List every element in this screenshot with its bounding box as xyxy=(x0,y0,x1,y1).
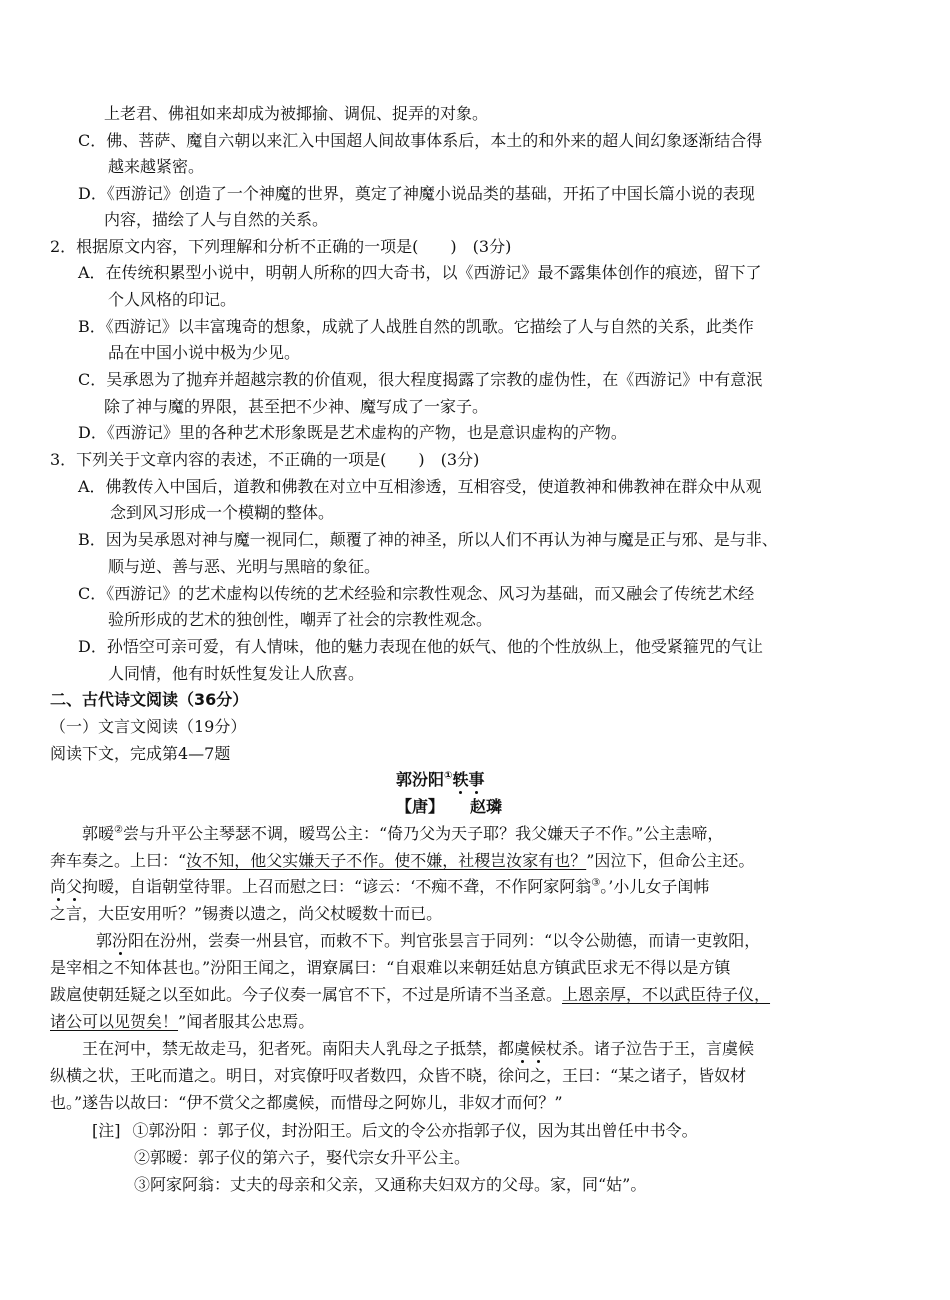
footnote-mark-1: ① xyxy=(444,770,453,782)
passage-p1-line2 xyxy=(50,850,754,872)
note-1 xyxy=(92,1120,698,1142)
footnote-mark-2: ② xyxy=(114,824,123,836)
text-segment: ”闻者服其公忠焉。 xyxy=(178,1012,315,1031)
q3-option-d-line1: D．孙悟空可亲可爱，有人情味，他的魅力表现在他的妖气、他的个性放纵上，他受紧箍咒的气让 xyxy=(78,637,763,656)
q2-option-a-line2: 个人风格的印记。 xyxy=(108,290,237,309)
subsection-heading: （一）文言文阅读（19分） xyxy=(50,717,247,736)
passage-p3-line1 xyxy=(82,1038,754,1060)
text-segment: 跋扈使朝廷疑之以至如此。今子仪奏一属官不下，不过是所请不当圣意。 xyxy=(50,985,563,1004)
q2-option-d-line1: D．《西游记》里的各种艺术形象既是艺术虚构的产物，也是意识虚构的产物。 xyxy=(78,423,627,442)
q3-stem: 3．下列关于文章内容的表述，不正确的一项是( ) (3分) xyxy=(50,450,480,469)
text-segment: 尝与升平公主琴瑟不调，暧骂公主：“倚乃父为天子耶？我父嫌天子不作。”公主恚啼， xyxy=(122,824,724,843)
author-name: 赵璘 xyxy=(470,797,503,816)
passage-title xyxy=(396,769,485,791)
q3-option-b-line2: 顺与逆、善与恶、光明与黑暗的象征。 xyxy=(108,557,381,576)
note-2: ②郭暧：郭子仪的第六子，娶代宗女升平公主。 xyxy=(134,1148,471,1167)
dotted-char-yu: 虞 xyxy=(514,1039,531,1058)
footnote-mark-3: ③ xyxy=(591,877,601,889)
text-segment: 杖杀。诸子泣告于王，言虞候 xyxy=(546,1039,755,1058)
passage-p3-line3: 也。”遂告以故曰：“伊不赏父之都虞候，而惜母之阿妳儿，非奴才而何？” xyxy=(50,1093,563,1112)
passage-title-part1: 郭汾阳 xyxy=(396,770,445,789)
underlined-sentence-2b: 诸公可以见贺矣！ xyxy=(50,1012,179,1031)
passage-p1-line4: 之言，大臣安用听？”锡赉以遗之，尚父杖暧数十而已。 xyxy=(50,904,443,923)
q2-option-b-line2: 品在中国小说中极为少见。 xyxy=(108,343,301,362)
text-segment: ”因泣下，但命公主还。 xyxy=(586,851,755,870)
passage-p2-line3 xyxy=(50,984,770,1006)
text-segment: 郭 xyxy=(96,931,113,950)
q3-option-c-line2: 验所形成的艺术的独创性，嘲弄了社会的宗教性观念。 xyxy=(108,610,493,629)
reading-instruction: 阅读下文，完成第4—7题 xyxy=(50,744,231,763)
q2-option-c-line2: 除了神与魔的界限，甚至把不少神、魔写成了一家子。 xyxy=(104,397,489,416)
author-dynasty: 【唐】 xyxy=(396,797,445,816)
q1-option-d-line1: D．《西游记》创造了一个神魔的世界，奠定了神魔小说品类的基础，开拓了中国长篇小说的表现 xyxy=(78,184,755,203)
text-segment: 郭暧 xyxy=(82,824,115,843)
passage-p2-line1 xyxy=(96,930,760,952)
q2-stem: 2．根据原文内容，下列理解和分析不正确的一项是( ) (3分) xyxy=(50,237,512,256)
text-segment: 拘暧，自诣朝堂待罪。上召而慰之曰：“谚云：‘不痴不聋，不作阿家阿翁 xyxy=(82,877,592,896)
q1-option-c-line2: 越来越紧密。 xyxy=(108,157,205,176)
passage-p1-line1 xyxy=(82,823,723,845)
dotted-char-fu: 父 xyxy=(66,877,83,896)
q1-option-c-line1: C．佛、菩萨、魔自六朝以来汇入中国超人间故事体系后，本土的和外来的超人间幻象逐渐结合得 xyxy=(78,131,763,150)
q3-option-d-line2: 人同情，他有时妖性复发让人欣喜。 xyxy=(108,664,365,683)
text-segment: 王在河中，禁无故走马，犯者死。南阳夫人乳母之子抵禁，都 xyxy=(82,1039,515,1058)
q2-option-c-line1: C．吴承恩为了抛弃并超越宗教的价值观，很大程度揭露了宗教的虚伪性，在《西游记》中有意泯 xyxy=(78,370,763,389)
q1-option-b-cont: 上老君、佛祖如来却成为被揶揄、调侃、捉弄的对象。 xyxy=(104,104,489,123)
q1-option-d-line2: 内容，描绘了人与自然的关系。 xyxy=(104,210,329,229)
passage-title-dotted-char-2: 事 xyxy=(468,770,485,789)
dotted-char-hou: 候 xyxy=(530,1039,547,1058)
text-segment: ①郭汾阳 ：郭子仪，封汾阳王。后文的令公亦指郭子仪，因为其出曾任中书令。 xyxy=(132,1121,698,1140)
underlined-sentence-2a: 上恩亲厚，不以武臣待子仪， xyxy=(562,985,771,1004)
passage-p3-line2: 纵横之状，王叱而遣之。明日，对宾僚吁叹者数四，众皆不晓，徐问之，王曰：“某之诸子，皆奴材 xyxy=(50,1066,747,1085)
q3-option-a-line1: A．佛教传入中国后，道教和佛教在对立中互相渗透，互相容受，使道教神和佛教神在群众中从观 xyxy=(78,477,762,496)
q3-option-b-line1: B．因为吴承恩对神与魔一视同仁，颠覆了神的神圣，所以人们不再认为神与魔是正与邪、是与非、 xyxy=(78,530,778,549)
passage-title-dotted-char-1: 轶 xyxy=(452,770,469,789)
q3-option-c-line1: C．《西游记》的艺术虚构以传统的艺术经验和宗教性观念、风习为基础，而又融会了传统艺术经 xyxy=(78,584,755,603)
dotted-char-fen: 汾 xyxy=(112,931,129,950)
note-3: ③阿家阿翁：丈夫的母亲和父亲，又通称夫妇双方的父母。家，同“姑”。 xyxy=(134,1175,647,1194)
passage-p2-line4 xyxy=(50,1011,314,1033)
passage-p1-line3 xyxy=(50,876,709,898)
section-heading: 二、古代诗文阅读（36分） xyxy=(50,690,249,709)
passage-p2-line2: 是宰相之不知体甚也。”汾阳王闻之，谓寮属曰：“自艰难以来朝廷姑息方镇武臣求无不得以是方镇 xyxy=(50,958,731,977)
dotted-char-shang: 尚 xyxy=(50,877,67,896)
text-segment: 。’小儿女子闺帏 xyxy=(600,877,710,896)
q2-option-a-line1: A．在传统积累型小说中，明朝人所称的四大奇书，以《西游记》最不露集体创作的痕迹，留下了 xyxy=(78,263,762,282)
text-segment: 阳在汾州，尝奏一州县官，而敕不下。判官张昙言于同列：“以令公勋德，而请一吏敦阳， xyxy=(128,931,761,950)
q3-option-a-line2: 念到风习形成一个模糊的整体。 xyxy=(110,503,335,522)
q2-option-b-line1: B．《西游记》以丰富瑰奇的想象，成就了人战胜自然的凯歌。它描绘了人与自然的关系，此类作 xyxy=(78,317,754,336)
text-segment: 奔车奏之。上曰：“ xyxy=(50,851,187,870)
note-label: [注] xyxy=(92,1121,121,1140)
passage-author xyxy=(396,796,502,818)
underlined-sentence-1: 汝不知，他父实嫌天子不作。使不嫌，社稷岂汝家有也？ xyxy=(186,851,587,870)
